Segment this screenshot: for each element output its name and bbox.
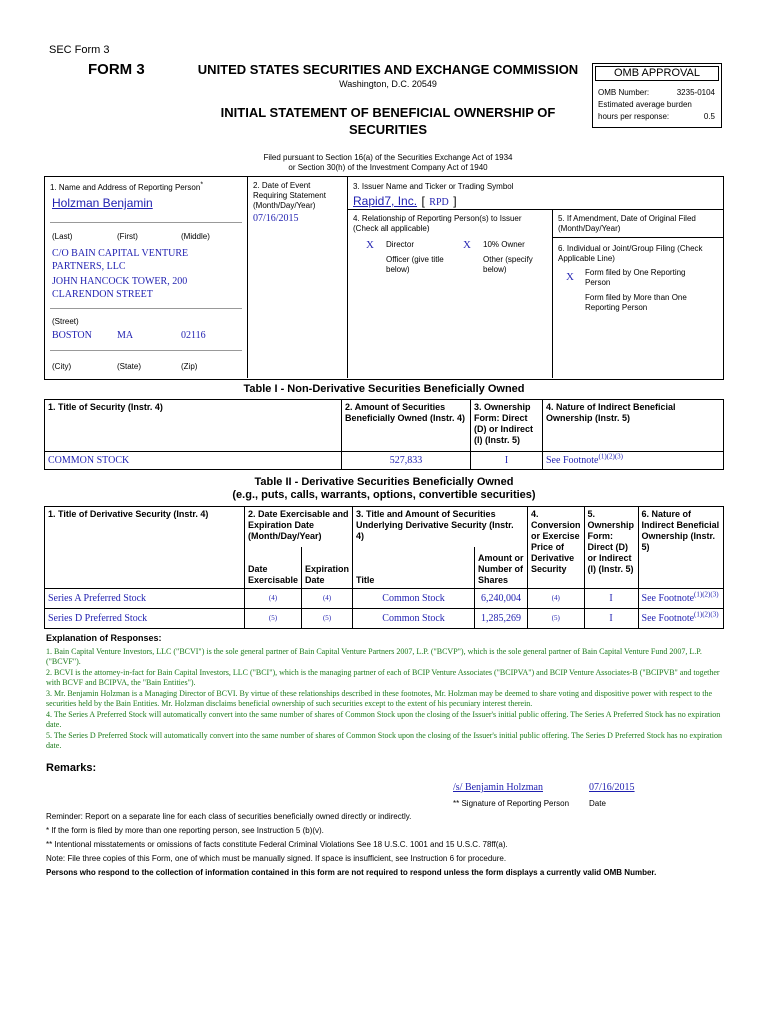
ten-percent-owner-label: 10% Owner bbox=[483, 240, 525, 249]
statement-title: INITIAL STATEMENT OF BENEFICIAL OWNERSHIP OF SECURITIES bbox=[220, 105, 556, 137]
t2-h5: 5. Ownership Form: Direct (D) or Indirect (I) (Instr. 5) bbox=[584, 507, 638, 589]
ten-percent-owner-check[interactable]: X bbox=[463, 239, 471, 251]
t1-ownership-form: I bbox=[471, 452, 543, 470]
signature-date: 07/16/2015 bbox=[589, 782, 635, 793]
t2-h3: 3. Title and Amount of Securities Underlying Derivative Security (Instr. 4) bbox=[353, 507, 528, 547]
footer-note: Note: File three copies of this Form, one of which must be manually signed. If space is insufficient, see Instruction 6 for procedure. bbox=[46, 854, 507, 863]
omb-title: OMB APPROVAL bbox=[595, 66, 719, 81]
commission-title: UNITED STATES SECURITIES AND EXCHANGE COMMISSION bbox=[197, 62, 579, 77]
omb-box bbox=[592, 63, 722, 128]
table2-title: Table II - Derivative Securities Beneficially Owned bbox=[254, 476, 514, 488]
footnote-2: 2. BCVI is the attorney-in-fact for Bain Capital Investors, LLC ("BCI"), which is the managing partner of each of BCIP Venture Associates ("BCIPVA") and BCIP Venture Associates-B ("BCIPVB" and together with BCVF and BCIPVA, the "Bain Entities"). bbox=[46, 668, 720, 687]
table1 bbox=[44, 399, 724, 470]
city-value: BOSTON bbox=[52, 330, 92, 341]
state-label: (State) bbox=[117, 362, 142, 371]
t2-h6: 6. Nature of Indirect Beneficial Ownership (Instr. 5) bbox=[638, 507, 723, 589]
t1-h3: 3. Ownership Form: Direct (D) or Indirect (I) (Instr. 5) bbox=[471, 400, 543, 452]
box2-label: 2. Date of Event Requiring Statement (Month/Day/Year) bbox=[253, 181, 326, 210]
table-row: Series A Preferred Stock (4) (4) Common Stock 6,240,004 (4) I See Footnote$^{(1)(2)(3)}$ bbox=[45, 589, 724, 609]
officer-label: Officer (give title below) bbox=[386, 255, 444, 274]
filed-line-1: Filed pursuant to Section 16(a) of the Securities Exchange Act of 1934 bbox=[263, 153, 513, 162]
box3-label: 3. Issuer Name and Ticker or Trading Symbol bbox=[353, 182, 514, 191]
footnote-5: 5. The Series D Preferred Stock will automatically convert into the same number of shares of Common Stock upon the closing of the Issuer's initial public offering. The Series D Preferred Stock has no expiration date. bbox=[46, 731, 722, 750]
other-label: Other (specify below) bbox=[483, 255, 533, 274]
signature-label: ** Signature of Reporting Person bbox=[453, 799, 570, 808]
address-line-4: CLARENDON STREET bbox=[52, 289, 153, 300]
t1-nature: See Footnote$^{(1)(2)(3)}$ bbox=[543, 452, 724, 470]
t2-h3a: Title bbox=[353, 547, 475, 589]
first-label: (First) bbox=[117, 232, 138, 241]
state-value: MA bbox=[117, 330, 134, 341]
issuer-name[interactable]: Rapid7, Inc. bbox=[353, 194, 418, 208]
director-check[interactable]: X bbox=[366, 239, 374, 251]
footnote-4: 4. The Series A Preferred Stock will automatically convert into the same number of shares of Common Stock upon the closing of the Issuer's initial public offering. The Series A Preferred Stock has no expiration date. bbox=[46, 710, 721, 729]
table1-title: Table I - Non-Derivative Securities Beneficially Owned bbox=[243, 383, 525, 395]
omb-number: 3235-0104 bbox=[676, 88, 715, 97]
footnote-1: 1. Bain Capital Venture Investors, LLC ("BCVI") is the sole general partner of Bain Capital Venture Partners 2007, L.P. ("BCVP"), which is the sole general partner of Bain Capital Venture Fund 2007, L.P. ("BCVF"). bbox=[46, 647, 702, 666]
t1-h2: 2. Amount of Securities Beneficially Owned (Instr. 4) bbox=[342, 400, 471, 452]
box5-label: 5. If Amendment, Date of Original Filed (Month/Day/Year) bbox=[558, 214, 696, 233]
street-label: (Street) bbox=[52, 317, 79, 326]
explanation-notes bbox=[46, 647, 722, 751]
form-title: FORM 3 bbox=[88, 61, 145, 78]
address-line-3: JOHN HANCOCK TOWER, 200 bbox=[52, 276, 188, 287]
reporting-person-name[interactable]: Holzman Benjamin bbox=[52, 196, 153, 210]
t2-h4: 4. Conversion or Exercise Price of Derivative Security bbox=[528, 507, 585, 589]
filed-line-2: or Section 30(h) of the Investment Company Act of 1940 bbox=[288, 163, 488, 172]
table2-subtitle: (e.g., puts, calls, warrants, options, convertible securities) bbox=[232, 489, 536, 501]
t1-security-title: COMMON STOCK bbox=[45, 452, 342, 470]
box4-label: 4. Relationship of Reporting Person(s) to Issuer (Check all applicable) bbox=[353, 214, 522, 233]
middle-label: (Middle) bbox=[181, 232, 210, 241]
box6-label: 6. Individual or Joint/Group Filing (Check Applicable Line) bbox=[558, 244, 703, 263]
box1-label: 1. Name and Address of Reporting Person* bbox=[50, 181, 204, 192]
omb-number-label: OMB Number: bbox=[598, 88, 650, 97]
t1-h1: 1. Title of Security (Instr. 4) bbox=[45, 400, 342, 452]
table-row: Series D Preferred Stock (5) (5) Common Stock 1,285,269 (5) I See Footnote$^{(1)(2)(3)}$ bbox=[45, 609, 724, 629]
one-person-check[interactable]: X bbox=[566, 271, 574, 283]
t2-h2a: Date Exercisable bbox=[245, 547, 302, 589]
date-label: Date bbox=[589, 799, 606, 808]
t2-h2b: Expiration Date bbox=[302, 547, 353, 589]
event-date: 07/16/2015 bbox=[253, 213, 299, 224]
one-person-label: Form filed by One Reporting Person bbox=[585, 268, 686, 287]
footer-star-note: * If the form is filed by more than one reporting person, see Instruction 5 (b)(v). bbox=[46, 826, 324, 835]
address-line-2: PARTNERS, LLC bbox=[52, 261, 126, 272]
t1-amount: 527,833 bbox=[342, 452, 471, 470]
ticker-symbol: RPD bbox=[429, 197, 449, 208]
footer-persons: Persons who respond to the collection of information contained in this form are not required to respond unless the form displays a currently valid OMB Number. bbox=[46, 868, 657, 877]
address-line-1: C/O BAIN CAPITAL VENTURE bbox=[52, 248, 189, 259]
issuer-line: Rapid7, Inc. [ RPD ] bbox=[353, 194, 457, 208]
zip-value: 02116 bbox=[181, 330, 206, 341]
t2-h3b: Amount or Number of Shares bbox=[475, 547, 528, 589]
footer-reminder: Reminder: Report on a separate line for each class of securities beneficially owned directly or indirectly. bbox=[46, 812, 412, 821]
explanation-title: Explanation of Responses: bbox=[46, 633, 162, 643]
footer-double-star: ** Intentional misstatements or omissions of facts constitute Federal Criminal Violations See 18 U.S.C. 1001 and 15 U.S.C. 78ff(a). bbox=[46, 840, 508, 849]
remarks-title: Remarks: bbox=[46, 762, 97, 774]
director-label: Director bbox=[386, 240, 415, 249]
commission-city: Washington, D.C. 20549 bbox=[339, 79, 437, 89]
signature-value: /s/ Benjamin Holzman bbox=[453, 782, 543, 793]
t1-h4: 4. Nature of Indirect Beneficial Ownership (Instr. 5) bbox=[543, 400, 724, 452]
omb-hours: 0.5 bbox=[703, 112, 715, 121]
footnote-3: 3. Mr. Benjamin Holzman is a Managing Director of BCVI. By virtue of these relationships described in these footnotes, Mr. Holzman may be deemed to share voting and dispositive power with respect to the securities held by the Bain Entities. Mr. Holzman disclaims beneficial ownership of such securities except to the extent of his pecuniary interest therein. bbox=[46, 689, 713, 708]
table2 bbox=[44, 506, 724, 629]
omb-hours-label: hours per response: bbox=[598, 112, 670, 121]
t2-h1: 1. Title of Derivative Security (Instr. 4) bbox=[45, 507, 245, 589]
form-label: SEC Form 3 bbox=[49, 44, 110, 56]
city-label: (City) bbox=[52, 362, 72, 371]
omb-burden-label: Estimated average burden bbox=[598, 100, 692, 109]
t2-h2: 2. Date Exercisable and Expiration Date (Month/Day/Year) bbox=[245, 507, 353, 547]
zip-label: (Zip) bbox=[181, 362, 198, 371]
more-person-label: Form filed by More than One Reporting Person bbox=[585, 293, 687, 312]
last-label: (Last) bbox=[52, 232, 73, 241]
